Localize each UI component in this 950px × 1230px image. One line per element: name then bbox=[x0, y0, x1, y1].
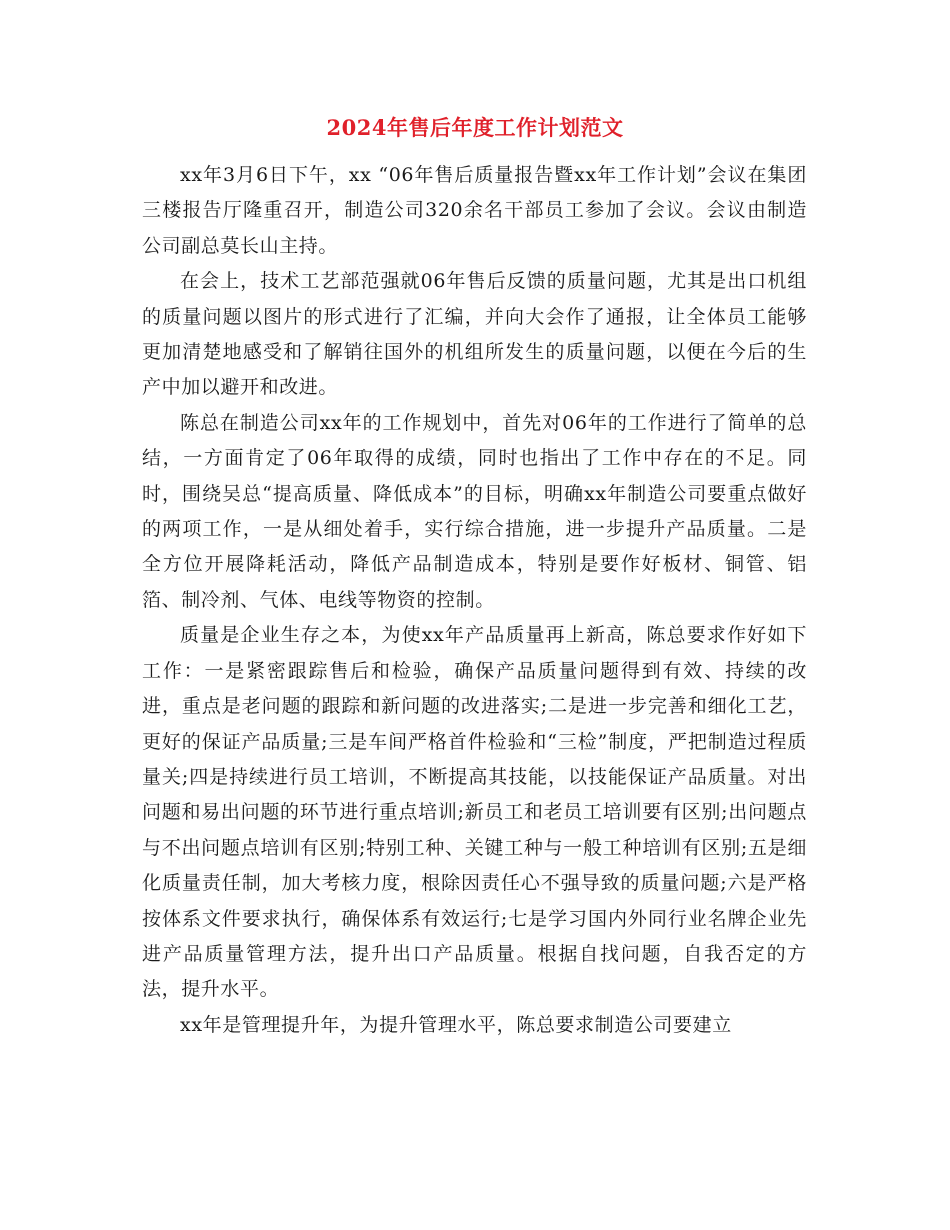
paragraph-1: xx年3月6日下午，xx “06年售后质量报告暨xx年工作计划”会议在集团三楼报告厅隆重召开，制造公司320余名干部员工参加了会议。会议由制造公司副总莫长山主持。 bbox=[142, 164, 807, 257]
paragraph-5: xx年是管理提升年，为提升管理水平，陈总要求制造公司要建立 bbox=[180, 1013, 732, 1036]
document-body bbox=[142, 158, 807, 1043]
paragraph-2: 在会上，技术工艺部范强就06年售后反馈的质量问题，尤其是出口机组的质量问题以图片的形式进行了汇编，并向大会作了通报，让全体员工能够更加清楚地感受和了解销往国外的机组所发生的质量问题，以便在今后的生产中加以避开和改进。 bbox=[142, 270, 807, 399]
paragraph-4: 质量是企业生存之本，为使xx年产品质量再上新高，陈总要求作好如下工作：一是紧密跟踪售后和检验，确保产品质量问题得到有效、持续的改进，重点是老问题的跟踪和新问题的改进落实;二是进一步完善和细化工艺，更好的保证产品质量;三是车间严格首件检验和“三检”制度，严把制造过程质量关;四是持续进行员工培训，不断提高其技能，以技能保证产品质量。对出问题和易出问题的环节进行重点培训;新员工和老员工培训要有区别;出问题点与不出问题点培训有区别;特别工种、关键工种与一般工种培训有区别;五是细化质量责任制，加大考核力度，根除因责任心不强导致的质量问题;六是严格按体系文件要求执行，确保体系有效运行;七是学习国内外同行业名牌企业先进产品质量管理方法，提升出口产品质量。根据自找问题，自我否定的方法，提升水平。 bbox=[142, 624, 807, 1001]
document-title: 2024年售后年度工作计划范文 bbox=[326, 115, 624, 140]
paragraph-3: 陈总在制造公司xx年的工作规划中，首先对06年的工作进行了简单的总结，一方面肯定了06年取得的成绩，同时也指出了工作中存在的不足。同时，围绕吴总“提高质量、降低成本”的目标，明确xx年制造公司要重点做好的两项工作，一是从细处着手，实行综合措施，进一步提升产品质量。二是全方位开展降耗活动，降低产品制造成本，特别是要作好板材、铜管、铝箔、制冷剂、气体、电线等物资的控制。 bbox=[142, 411, 807, 611]
